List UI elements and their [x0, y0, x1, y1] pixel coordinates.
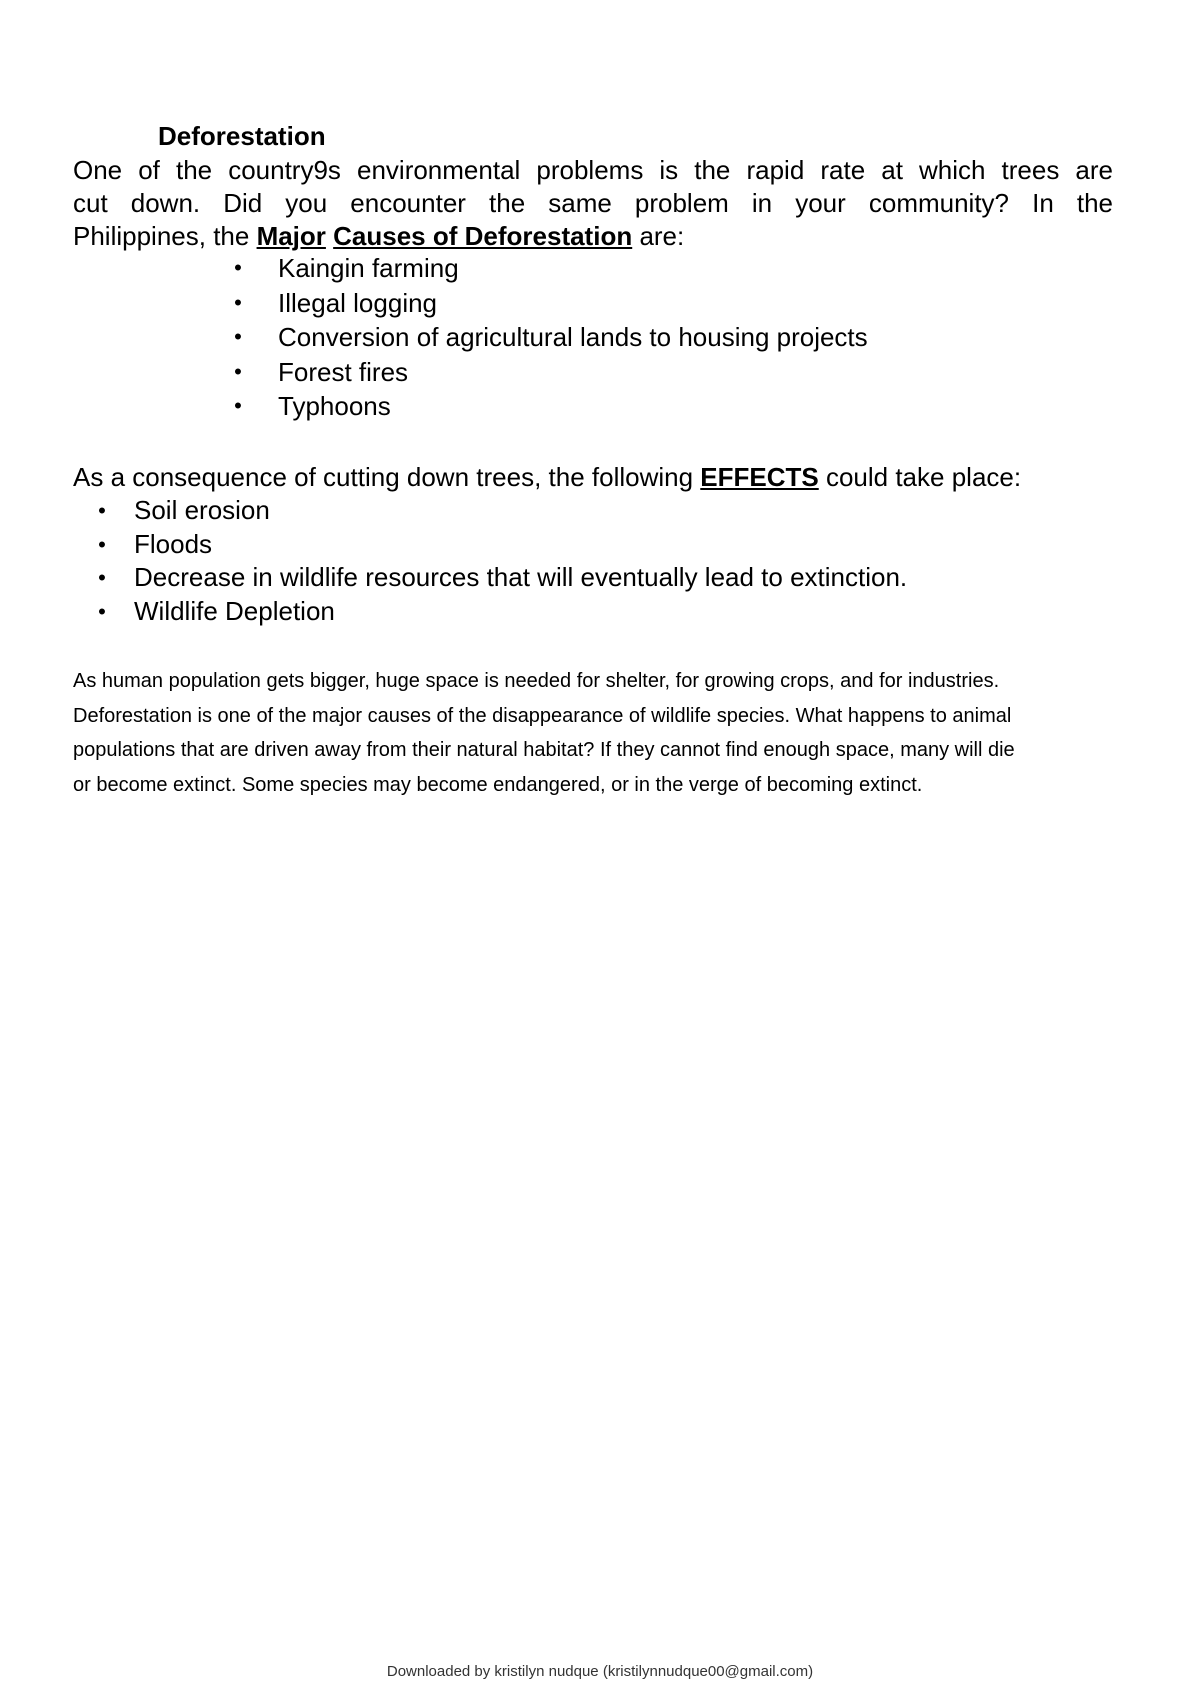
causes-list: [228, 251, 868, 424]
paragraph-line: or become extinct. Some species may become endangered, or in the verge of becoming extinct.: [73, 773, 923, 796]
bullet-icon: •: [234, 393, 242, 419]
paragraph-line: Deforestation is one of the major causes of the disappearance of wildlife species. What happens to animal: [73, 704, 1012, 727]
intro-line-2: cut down. Did you encounter the same problem in your community? In the: [73, 188, 1113, 218]
effects-keyword: EFFECTS: [700, 462, 819, 492]
bullet-icon: •: [234, 255, 242, 280]
intro-line-3-suffix: are:: [632, 221, 685, 251]
effects-intro-prefix: As a consequence of cutting down trees, the following: [73, 462, 701, 492]
download-footer: Downloaded by kristilyn nudque (kristilynnudque00@gmail.com): [386, 1663, 814, 1680]
bullet-icon: •: [234, 289, 242, 315]
bullet-icon: •: [98, 565, 106, 590]
paragraph-line: As human population gets bigger, huge space is needed for shelter, for growing crops, and for industries.: [73, 670, 1000, 692]
bullet-icon: •: [234, 324, 242, 350]
wildlife-paragraph: [73, 664, 1143, 802]
page-title: Deforestation: [158, 121, 326, 151]
effects-intro: [73, 460, 1021, 494]
cause-text: Forest fires: [278, 356, 409, 387]
cause-text: Illegal logging: [278, 287, 438, 318]
intro-line-1: One of the country9s environmental problems is the rapid rate at which trees are: [73, 155, 1113, 185]
paragraph-line: populations that are driven away from their natural habitat? If they cannot find enough space, many will die: [73, 739, 1015, 761]
intro-line-3-prefix: Philippines, the: [73, 221, 257, 251]
list-item: [92, 528, 907, 562]
bullet-icon: •: [98, 598, 106, 624]
list-item: [228, 355, 868, 390]
cause-text: Typhoons: [278, 391, 391, 422]
bullet-icon: •: [98, 498, 106, 523]
list-item: [228, 286, 868, 321]
cause-text: Conversion of agricultural lands to housing projects: [278, 322, 868, 353]
list-item: [92, 595, 907, 629]
bullet-icon: •: [234, 358, 242, 384]
intro-line-3: [73, 220, 1113, 253]
effect-text: Wildlife Depletion: [134, 595, 335, 626]
causes-keyword: Causes of Deforestation: [333, 221, 633, 251]
cause-text: Kaingin farming: [278, 253, 459, 283]
list-item: [228, 320, 868, 355]
major-keyword: Major: [256, 221, 326, 251]
effects-intro-suffix: could take place:: [818, 462, 1022, 492]
list-item: [92, 561, 907, 595]
effect-text: Decrease in wildlife resources that will eventually lead to extinction.: [134, 562, 908, 592]
intro-paragraph: [73, 154, 1113, 253]
effect-text: Soil erosion: [134, 495, 270, 525]
list-item: [92, 494, 907, 528]
list-item: [228, 251, 868, 286]
effects-list: [92, 494, 907, 628]
effect-text: Floods: [134, 528, 213, 559]
list-item: [228, 389, 868, 424]
bullet-icon: •: [98, 531, 106, 557]
